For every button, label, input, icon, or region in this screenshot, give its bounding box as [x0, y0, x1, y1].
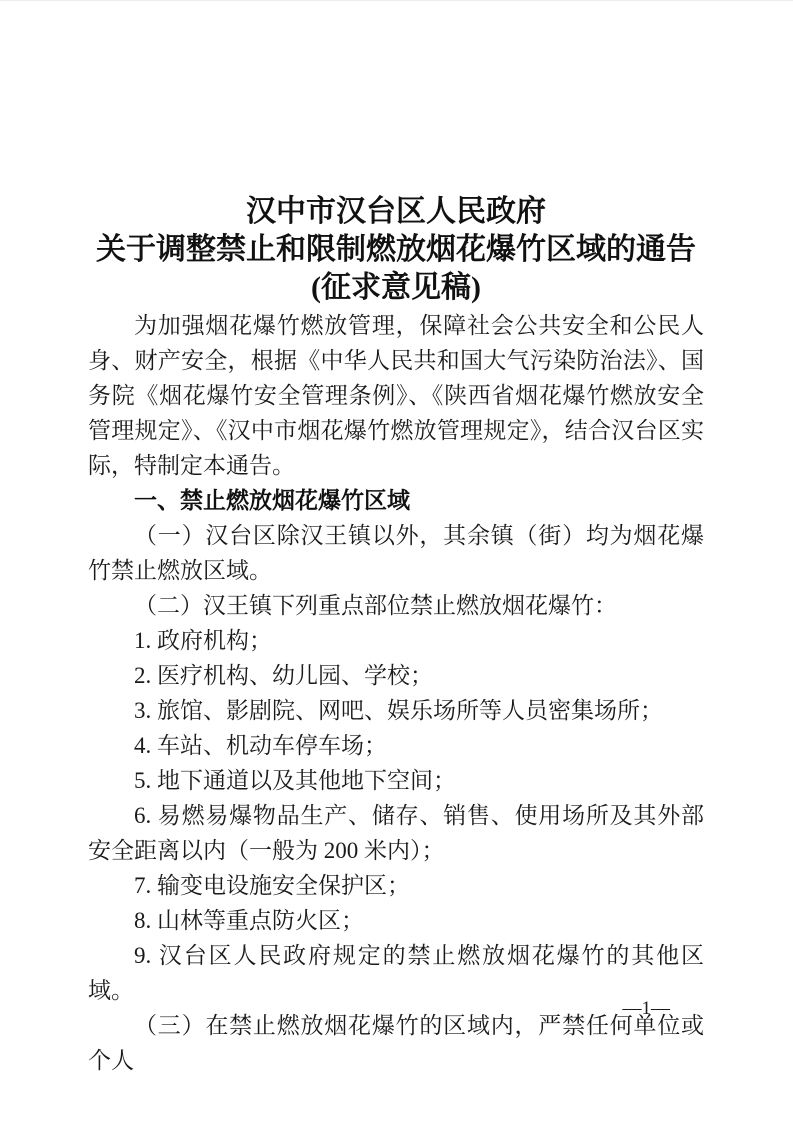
prohibited-spot-item: 8. 山林等重点防火区； [134, 908, 364, 933]
prohibited-spot-item: 2. 医疗机构、幼儿园、学校； [134, 663, 433, 688]
clause-three-paragraph: （三）在禁止燃放烟花爆竹的区域内，严禁任何单位或个人 [88, 1013, 704, 1073]
prohibited-spot-item: 1. 政府机构； [134, 628, 272, 653]
prohibited-spot-item: 9. 汉台区人民政府规定的禁止燃放烟花爆竹的其他区域。 [88, 943, 704, 1003]
prohibited-spot-item: 4. 车站、机动车停车场； [134, 733, 387, 758]
prohibited-spot-item: 7. 输变电设施安全保护区； [134, 873, 410, 898]
document-title [88, 193, 704, 307]
title-line-issuer: 汉中市汉台区人民政府 [246, 195, 546, 228]
page-footer [623, 999, 671, 1019]
page-number: —1— [622, 998, 670, 1019]
prohibited-spot-item: 3. 旅馆、影剧院、网吧、娱乐场所等人员密集场所； [134, 698, 663, 723]
prohibited-spots-list [88, 623, 704, 1008]
intro-paragraph: 为加强烟花爆竹燃放管理，保障社会公共安全和公民人身、财产安全，根据《中华人民共和国大气污染防治法》、国务院《烟花爆竹安全管理条例》、《陕西省烟花爆竹燃放安全管理规定》、《汉中市烟花爆竹燃放管理规定》，结合汉台区实际，特制定本通告。 [88, 313, 704, 478]
title-line-draft-note: (征求意见稿) [311, 271, 481, 304]
prohibited-spot-item: 5. 地下通道以及其他地下空间； [134, 768, 456, 793]
section-one-heading: 一、禁止燃放烟花爆竹区域 [134, 487, 410, 513]
document-body [88, 308, 704, 1078]
clause-one-paragraph: （一）汉台区除汉王镇以外，其余镇（街）均为烟花爆竹禁止燃放区域。 [88, 523, 704, 583]
prohibited-spot-item: 6. 易燃易爆物品生产、储存、销售、使用场所及其外部安全距离以内（一般为 200 米内）； [88, 803, 704, 863]
title-line-subject: 关于调整禁止和限制燃放烟花爆竹区域的通告 [96, 233, 696, 266]
clause-two-paragraph: （二）汉王镇下列重点部位禁止燃放烟花爆竹： [134, 593, 617, 618]
